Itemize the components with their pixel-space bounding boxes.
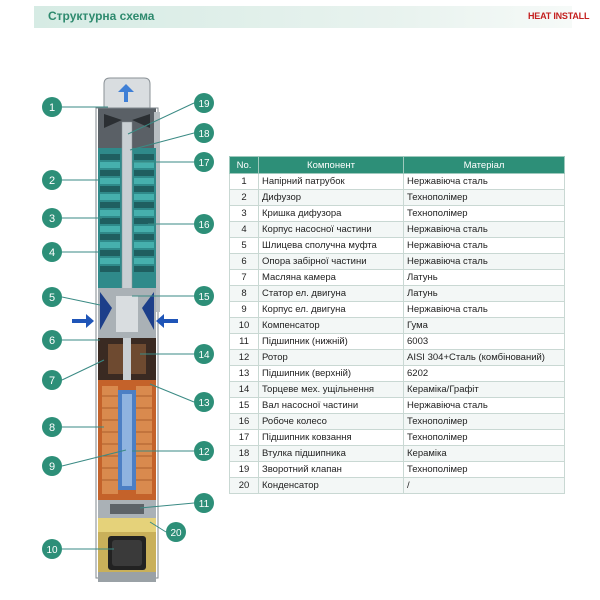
callout-12 — [194, 441, 214, 461]
row-component: Торцеве мех. ущільнення — [259, 382, 404, 398]
svg-text:9: 9 — [48, 461, 56, 473]
table-row — [230, 270, 565, 286]
row-component: Ротор — [259, 350, 404, 366]
row-number: 13 — [230, 366, 259, 382]
row-number: 1 — [230, 174, 259, 190]
row-number: 14 — [230, 382, 259, 398]
row-number: 10 — [230, 318, 259, 334]
table-row — [230, 414, 565, 430]
row-component: Вал насосної частини — [259, 398, 404, 414]
svg-text:1: 1 — [48, 102, 56, 114]
row-material: 6202 — [404, 366, 565, 382]
callout-20 — [166, 522, 186, 542]
table-row — [230, 302, 565, 318]
row-material: Кераміка — [404, 446, 565, 462]
row-number: 20 — [230, 478, 259, 494]
row-number: 2 — [230, 190, 259, 206]
callout-5 — [42, 287, 62, 307]
row-component: Кришка дифузора — [259, 206, 404, 222]
callout-3 — [42, 208, 62, 228]
row-component: Зворотний клапан — [259, 462, 404, 478]
table-row — [230, 366, 565, 382]
row-number: 15 — [230, 398, 259, 414]
components-table — [229, 156, 565, 494]
row-component: Корпус насосної частини — [259, 222, 404, 238]
callout-6 — [42, 330, 62, 350]
row-component: Робоче колесо — [259, 414, 404, 430]
svg-text:5: 5 — [48, 292, 56, 304]
svg-text:15: 15 — [198, 292, 210, 303]
callouts-left — [42, 97, 62, 559]
row-component: Дифузор — [259, 190, 404, 206]
callout-9 — [42, 456, 62, 476]
table-row — [230, 350, 565, 366]
svg-text:12: 12 — [198, 447, 210, 458]
row-material: Нержавіюча сталь — [404, 398, 565, 414]
svg-text:10: 10 — [46, 545, 58, 556]
brand-logo — [528, 8, 596, 30]
row-number: 19 — [230, 462, 259, 478]
row-component: Підшипник (верхній) — [259, 366, 404, 382]
table-row — [230, 446, 565, 462]
row-material: Гума — [404, 318, 565, 334]
table-row — [230, 318, 565, 334]
row-component: Компенсатор — [259, 318, 404, 334]
row-component: Шлицева сполучна муфта — [259, 238, 404, 254]
callout-13 — [194, 392, 214, 412]
svg-text:13: 13 — [198, 398, 210, 409]
row-material: 6003 — [404, 334, 565, 350]
intake-arrow-right-icon — [156, 314, 178, 328]
svg-text:6: 6 — [48, 335, 56, 347]
table-row — [230, 222, 565, 238]
callout-19 — [194, 93, 214, 113]
callout-17 — [194, 152, 214, 172]
column-header-material: Матеріал — [404, 157, 565, 174]
row-component: Втулка підшипника — [259, 446, 404, 462]
row-component: Корпус ел. двигуна — [259, 302, 404, 318]
row-number: 17 — [230, 430, 259, 446]
callout-7 — [42, 370, 62, 390]
svg-text:19: 19 — [198, 99, 210, 110]
table-row — [230, 334, 565, 350]
table-row — [230, 286, 565, 302]
table-row — [230, 398, 565, 414]
table-row — [230, 206, 565, 222]
table-row — [230, 478, 565, 494]
svg-text:17: 17 — [198, 158, 210, 169]
intake-arrow-left-icon — [72, 314, 94, 328]
row-component: Підшипник ковзання — [259, 430, 404, 446]
svg-text:18: 18 — [198, 129, 210, 140]
row-number: 16 — [230, 414, 259, 430]
svg-text:16: 16 — [198, 220, 210, 231]
row-component: Напірний патрубок — [259, 174, 404, 190]
svg-text:20: 20 — [170, 528, 182, 539]
row-material: Технополімер — [404, 462, 565, 478]
callout-15 — [194, 286, 214, 306]
logo-text: HEAT INSTALL — [528, 11, 590, 21]
row-material: Латунь — [404, 270, 565, 286]
svg-text:3: 3 — [48, 213, 56, 225]
row-material: Нержавіюча сталь — [404, 238, 565, 254]
row-component: Опора забірної частини — [259, 254, 404, 270]
callout-18 — [194, 123, 214, 143]
row-material: AISI 304+Сталь (комбінований) — [404, 350, 565, 366]
row-number: 5 — [230, 238, 259, 254]
row-number: 12 — [230, 350, 259, 366]
row-material: / — [404, 478, 565, 494]
row-number: 9 — [230, 302, 259, 318]
row-material: Латунь — [404, 286, 565, 302]
row-material: Технополімер — [404, 430, 565, 446]
row-material: Технополімер — [404, 190, 565, 206]
callout-2 — [42, 170, 62, 190]
callout-16 — [194, 214, 214, 234]
row-component: Конденсатор — [259, 478, 404, 494]
row-component: Підшипник (нижній) — [259, 334, 404, 350]
callout-1 — [42, 97, 62, 117]
table-header-row — [230, 157, 565, 174]
row-material: Нержавіюча сталь — [404, 174, 565, 190]
svg-text:2: 2 — [48, 175, 56, 187]
row-material: Нержавіюча сталь — [404, 302, 565, 318]
row-material: Кераміка/Графіт — [404, 382, 565, 398]
svg-text:8: 8 — [48, 422, 56, 434]
row-number: 11 — [230, 334, 259, 350]
callout-11 — [194, 493, 214, 513]
row-material: Нержавіюча сталь — [404, 222, 565, 238]
row-number: 7 — [230, 270, 259, 286]
callouts-right — [166, 93, 214, 542]
table-row — [230, 190, 565, 206]
table-row — [230, 462, 565, 478]
svg-text:11: 11 — [198, 499, 210, 510]
row-material: Технополімер — [404, 414, 565, 430]
table-row — [230, 174, 565, 190]
table-row — [230, 254, 565, 270]
table-row — [230, 430, 565, 446]
row-number: 6 — [230, 254, 259, 270]
row-number: 8 — [230, 286, 259, 302]
svg-text:7: 7 — [48, 375, 56, 387]
page-title: Структурна схема — [48, 9, 155, 23]
column-header-no: No. — [230, 157, 259, 174]
row-number: 18 — [230, 446, 259, 462]
row-component: Статор ел. двигуна — [259, 286, 404, 302]
row-material: Нержавіюча сталь — [404, 254, 565, 270]
row-number: 4 — [230, 222, 259, 238]
pump-diagram — [0, 0, 230, 600]
column-header-component: Компонент — [259, 157, 404, 174]
row-component: Масляна камера — [259, 270, 404, 286]
callout-14 — [194, 344, 214, 364]
row-number: 3 — [230, 206, 259, 222]
callout-10 — [42, 539, 62, 559]
callout-4 — [42, 242, 62, 262]
svg-text:14: 14 — [198, 350, 210, 361]
callout-8 — [42, 417, 62, 437]
table-row — [230, 382, 565, 398]
row-material: Технополімер — [404, 206, 565, 222]
svg-text:4: 4 — [48, 247, 56, 259]
table-row — [230, 238, 565, 254]
